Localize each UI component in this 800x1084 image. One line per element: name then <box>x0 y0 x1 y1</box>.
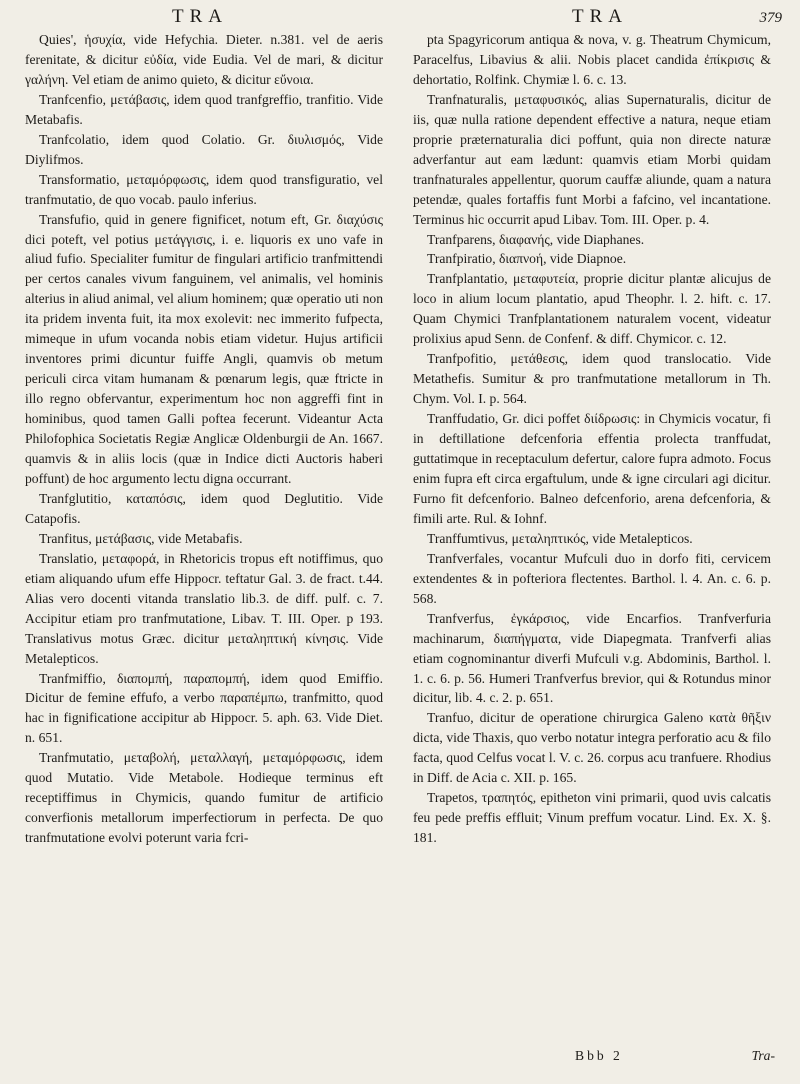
entry-trapetos: Trapetos, τραπητός, epitheton vini primarii, quod uvis calcatis feu pede preffis effluit; Vinum preffum vocatur. Lind. Ex. X. §. 181. <box>413 790 771 846</box>
entry-transformatio: Transformatio, μεταμόρφωσις, idem quod transfiguratio, vel tranfmutatio, de quo vocab. paulo inferius. <box>25 171 383 207</box>
catchword: Tra- <box>751 1048 775 1063</box>
entry-continuation: pta Spagyricorum antiqua & nova, v. g. Theatrum Chymicum, Paracelfus, Libavius & alii. Nobis placet candida ἐπίκρισις & dehortatio, Rolfink. Chymiæ l. 6. c. 13. <box>413 32 771 87</box>
entry-tranffumtivus: Tranffumtivus, μεταληπτικός, vide Metalepticos. <box>427 530 693 546</box>
entry-tranfplantatio: Tranfplantatio, μεταφυτεία, proprie dicitur plantæ alicujus de loco in alium locum plantatio, apud Theophr. l. 2. hift. c. 17. Quam Chymici Tranfplantationem naturalem vocent, videatur prolixius apud Senn. de Confenf. & diff. Chymicor. c. 12. <box>413 271 771 347</box>
entry-translatio: Translatio, μεταφορά, in Rhetoricis tropus eft notiffimus, quo etiam aliquando ufum effe Hippocr. teftatur Gal. 3. de fract. t.44. Alias vero docenti vitanda translatio lib.3. de diff. pulf. c. 7. Accipitur etiam pro tranfmutatione, Libav. T. III. Oper. p 193. Translativus motus Græc. dicitur μεταληπτική κίνησις. Vide Metalepticos. <box>25 550 383 666</box>
entry-transfufio: Transfufio, quid in genere fignificet, notum eft, Gr. διαχύσις dici poteft, vel potius μετάγγισις, i. e. liquoris ex uno vafe in aliud fufio. Specialiter fumitur de fingulari artificio tranfmittendi per certos canales vivum fanguinem, vel animalis, vel hominis alterius in aliud animal, vel alium hominem; quæ operatio uti non ita pridem inventa fuit, ita mox exolevit: nec immerito fufpecta, mimeque in ufum vocanda nobis etiam videtur. Hujus artificii inventores primi dicuntur fuiffe Angli, quamvis ob metum periculi circa vitam humanam & pœnarum legis, quæ ftricte in illo regno obfervantur, experimentum hoc non aggreffi fint in hominibus, quod tamen Galli poftea fecerunt. Videantur Acta Philofophica Societatis Regiæ Anglicæ Oldenburgii de An. 1667. quamvis & in aliis locis (quæ in Indice dicti Auctoris haberi poffunt) de hoc argumento lectu digna occurrant. <box>25 211 383 486</box>
entry-tranfuo: Tranfuo, dicitur de operatione chirurgica Galeno κατὰ θῆξιν dicta, vide Thaxis, quo verbo notatur integra perforatio acu & filo facta, quod Celfus vocat l. V. c. 26. corpus acu tranfuere. Rhodius in Diff. de Acia c. XII. p. 165. <box>413 710 771 786</box>
entry-tranfmutatio: Tranfmutatio, μεταβολή, μεταλλαγή, μεταμόρφωσις, idem quod Mutatio. Vide Metabole. Hodieque terminus eft receptiffimus in Chymicis, quando fumitur de artificio converfionis metallorum imperfectiorum in perfecta. De quo tranfmutatione evolvi poterunt varia fcri- <box>25 750 383 846</box>
entry-quies: Quies', ἡσυχία, vide Hefychia. Dieter. n.381. vel de aeris ferenitate, & dicitur εὐδία, vide Eudia. Vel de mari, & dicitur γαλήνη. Vel etiam de animo quieto, & dicitur εὔνοια. <box>25 32 383 87</box>
entry-tranfnaturalis: Tranfnaturalis, μεταφυσικός, alias Supernaturalis, dicitur de iis, quæ nulla ratione dependent effective a natura, neque etiam proprie præternaturalia dici poffunt, quia non directe naturæ adverfantur aut eam lædunt: quamvis etiam Morbi quidam tranfnaturales appellentur, quorum cauffæ aliunde, quam a natura petendæ, quales fortaffis funt Morbi a fafcino, vel incantatione. Terminus hic occurrit apud Libav. Tom. III. Oper. p. 4. <box>413 91 771 227</box>
running-head-left: TRA <box>172 6 228 27</box>
entry-tranfparens: Tranfparens, διαφανής, vide Diaphanes. <box>427 231 645 247</box>
entry-tranfpiratio: Tranfpiratio, διαπνοή, vide Diapnoe. <box>427 251 627 267</box>
entry-tranfcenfio: Tranfcenfio, μετάβασις, idem quod tranfgreffio, tranfitio. Vide Metabafis. <box>25 91 383 127</box>
entry-tranfverfales: Tranfverfales, vocantur Mufculi duo in dorfo fiti, cervicem extendentes & in pofteriora flectentes. Barthol. l. 4. An. c. 6. p. 568. <box>413 550 771 606</box>
running-head-right: TRA <box>572 6 628 27</box>
entry-tranfitus: Tranfitus, μετάβασις, vide Metabafis. <box>39 530 243 546</box>
signature-mark: Bbb 2 <box>575 1048 623 1063</box>
entry-tranfmiffio: Tranfmiffio, διαπομπή, παραπομπή, idem quod Emiffio. Dicitur de femine effufo, a verbo παραπέμπω, tranfmitto, quod hac in fignificatione accipitur ab Hippocr. 5. aph. 63. Vide Diet. n. 651. <box>25 670 383 746</box>
entry-tranfverfus: Tranfverfus, ἐγκάρσιος, vide Encarfios. Tranfverfuria machinarum, διαπήγματα, vide Diapegmata. Tranfverfi alias etiam cognominantur diverfi Mufculi v.g. Abdominis, Barthol. l. 1. c. 6. p. 56. Humeri Tranfverfus brevior, qui & Rotundus minor dicitur, lib. 4. c. 2. p. 651. <box>413 610 771 706</box>
entry-tranffudatio: Tranffudatio, Gr. dici poffet διίδρωσις: in Chymicis vocatur, fi in deftillatione defcenforia effentia prolecta tranffudat, guttatimque in receptaculum defertur, calore fupra admoto. Focus enim fupra eft circa ergaftulum, unde & igne circulari agi dicitur. Furno fit defcenforio. Balneo defcenforio, arena defcenforia, & fimili arte. Rul. & Iohnf. <box>413 411 771 526</box>
left-column <box>25 30 383 848</box>
entry-tranfglutitio: Tranfglutitio, καταπόσις, idem quod Deglutitio. Vide Catapofis. <box>25 490 383 526</box>
entry-tranfpofitio: Tranfpofitio, μετάθεσις, idem quod translocatio. Vide Metathefis. Sumitur & pro tranfmutatione metallorum in Th. Chym. Vol. I. p. 564. <box>413 351 771 407</box>
right-column <box>413 30 771 848</box>
page-number: 379 <box>759 10 782 26</box>
entry-tranfcolatio: Tranfcolatio, idem quod Colatio. Gr. διυλισμός, Vide Diylifmos. <box>25 131 383 167</box>
